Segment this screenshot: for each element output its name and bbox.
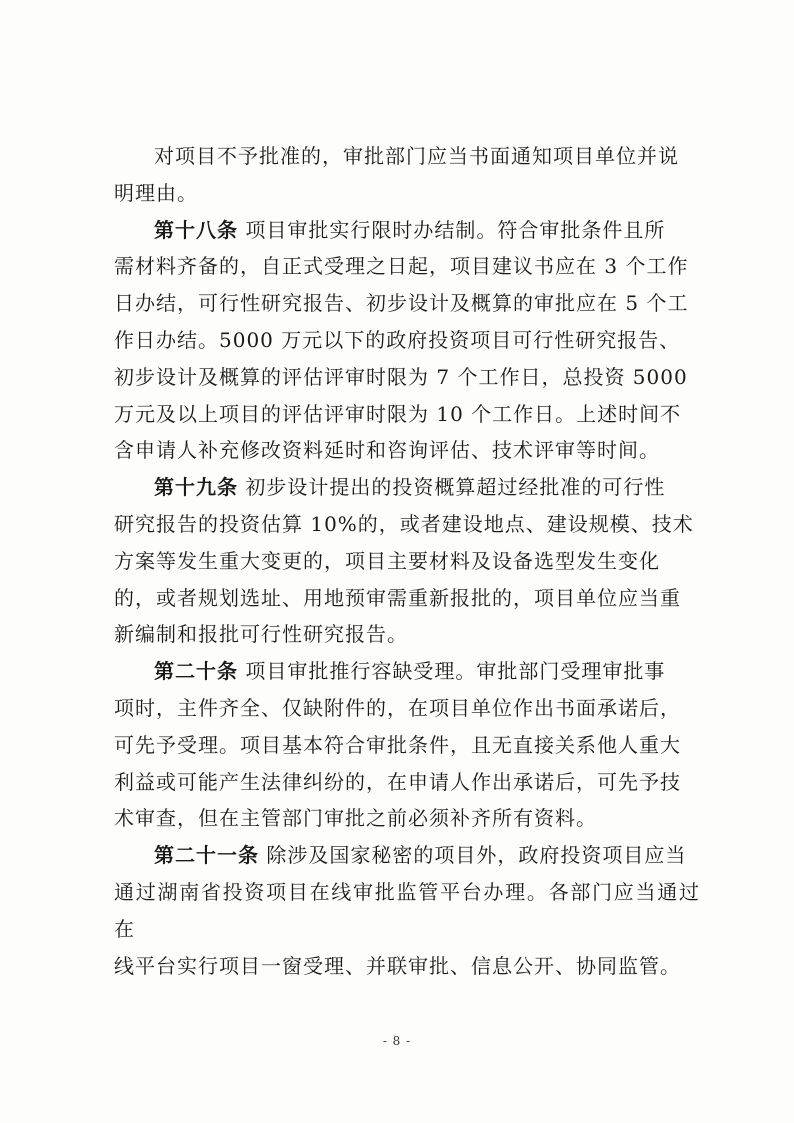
article-heading: 第十九条 [154, 475, 238, 500]
paragraph-text: 对项目不予批准的，审批部门应当书面通知项目单位并说 明理由。 [114, 144, 679, 205]
article-heading: 第二十一条 [154, 843, 259, 868]
paragraph-text: 项目审批实行限时办结制。符合审批条件且所 需材料齐备的，自正式受理之日起，项目建议书应在 3 个工作 日办结，可行性研究报告、初步设计及概算的审批应在 5 个工 作日办结。5000 万元以下的政府投资项目可行性研究报告、 初步设计及概算的评估评审时限为 7 个工作日，总投资 5000 万元及以上项目的评估评审时限为 10 个工作日。上述时间不 含申请人补充修改资料延时和咨询评估、技术评审等时间。 [114, 217, 689, 463]
paragraph-text: 除涉及国家秘密的项目外，政府投资项目应当 通过湖南省投资项目在线审批监管平台办理。各部门应当通过在 线平台实行项目一窗受理、并联审批、信息公开、协同监管。 [114, 843, 700, 978]
paragraph-article-19 [114, 469, 700, 653]
paragraph-article-21 [114, 837, 700, 984]
document-body [114, 138, 700, 984]
paragraph-continuation [114, 138, 700, 212]
paragraph-text: 初步设计提出的投资概算超过经批准的可行性 研究报告的投资估算 10%的，或者建设地点、建设规模、技术 方案等发生重大变更的，项目主要材料及设备选型发生变化 的，或者规划选址、用地预审需重新报批的，项目单位应当重 新编制和报批可行性研究报告。 [114, 475, 694, 647]
page-number: - 8 - [382, 1034, 412, 1048]
paragraph-article-18 [114, 212, 700, 470]
paragraph-article-20 [114, 653, 700, 837]
article-heading: 第十八条 [154, 217, 238, 242]
paragraph-text: 项目审批推行容缺受理。审批部门受理审批事 项时，主件齐全、仅缺附件的，在项目单位作出书面承诺后， 可先予受理。项目基本符合审批条件，且无直接关系他人重大 利益或可能产生法律纠纷的，在申请人作出承诺后，可先予技 术审查，但在主管部门审批之前必须补齐所有资料。 [114, 659, 681, 831]
article-heading: 第二十条 [154, 659, 238, 684]
